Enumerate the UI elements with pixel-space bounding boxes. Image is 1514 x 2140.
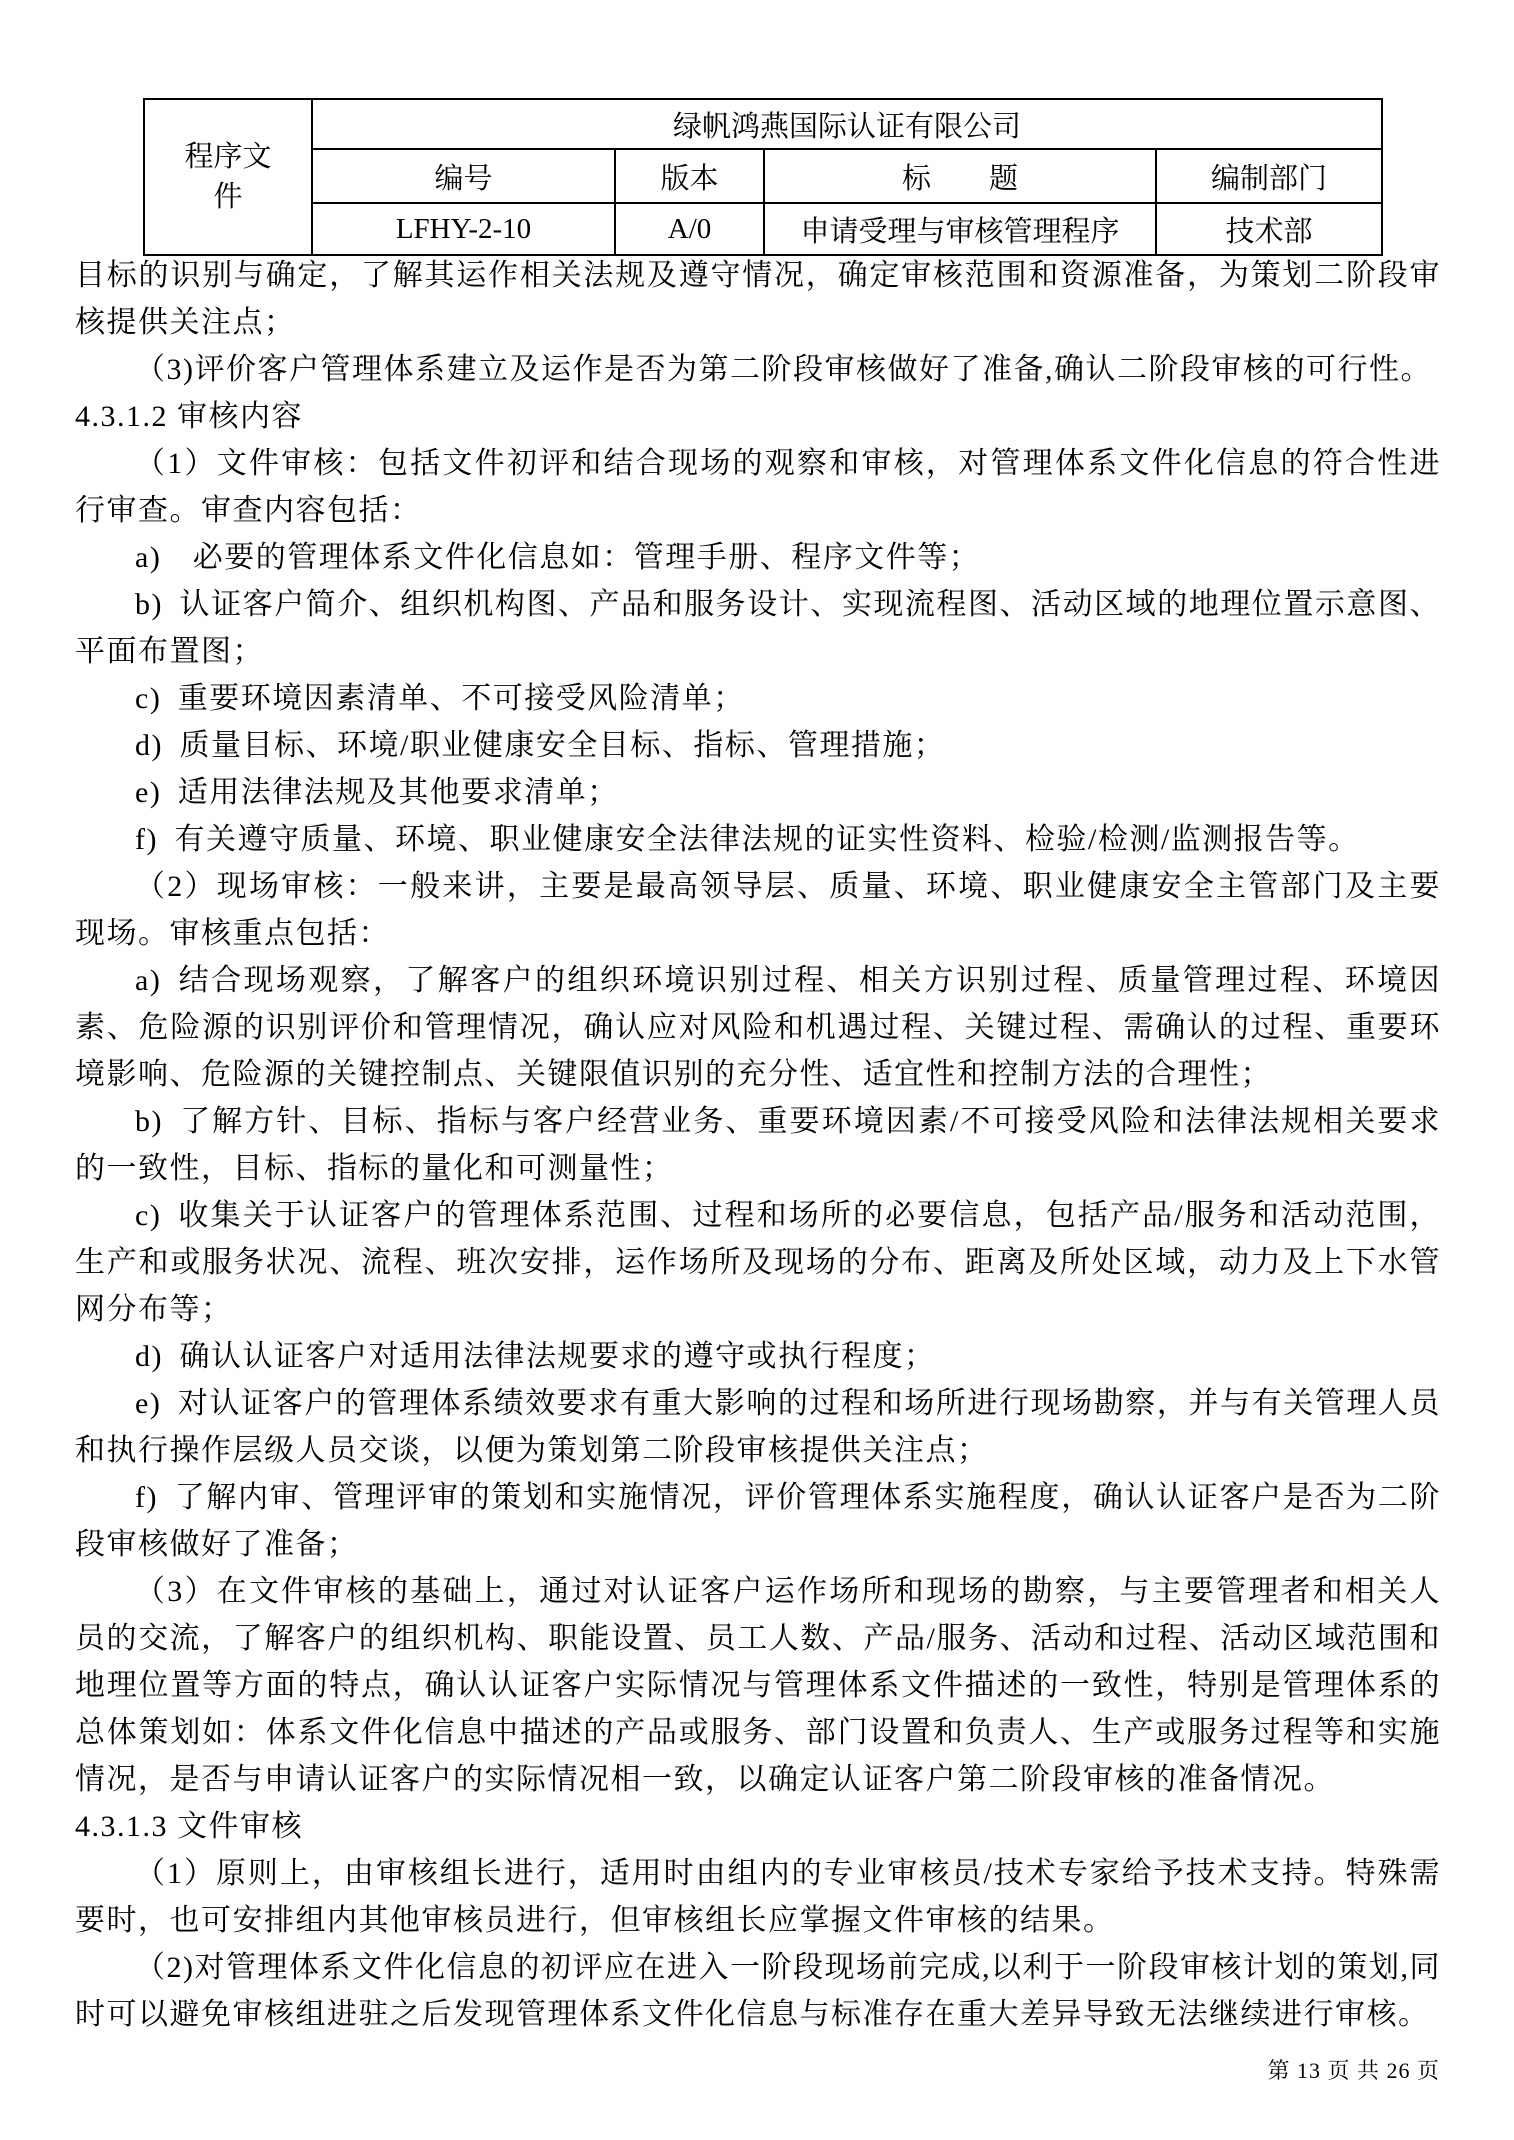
list-item: d) 质量目标、环境/职业健康安全目标、指标、管理措施； [135, 729, 946, 762]
number-label-cell: 编号 [312, 149, 615, 203]
version-value-cell: A/0 [615, 203, 764, 255]
paragraph: （3）在文件审核的基础上，通过对认证客户运作场所和现场的勘察，与主要管理者和相关人员的交流，了解客户的组织机构、职能设置、员工人数、产品/服务、活动和过程、活动区域范围和地理位置等方面的特点，确认认证客户实际情况与管理体系文件描述的一致性，特别是管理体系的总体策划如：体系文件化信息中描述的产品或服务、部门设置和负责人、生产或服务过程等和实施情况，是否与申请认证客户的实际情况相一致，以确定认证客户第二阶段审核的准备情况。 [75, 1575, 1441, 1796]
list-item: c) 重要环境因素清单、不可接受风险清单； [135, 682, 745, 715]
document-header-table [143, 98, 1383, 256]
list-item: b) 了解方针、目标、指标与客户经营业务、重要环境因素/不可接受风险和法律法规相关要求的一致性，目标、指标的量化和可测量性； [75, 1105, 1441, 1185]
doc-type-cell: 程序文件 [144, 99, 312, 255]
list-item: a) 结合现场观察，了解客户的组织环境识别过程、相关方识别过程、质量管理过程、环境因素、危险源的识别评价和管理情况，确认应对风险和机遇过程、关键过程、需确认的过程、重要环境影响、危险源的关键控制点、关键限值识别的充分性、适宜性和控制方法的合理性； [75, 964, 1441, 1091]
section-heading: 4.3.1.3 文件审核 [75, 1810, 303, 1843]
list-item: a) 必要的管理体系文件化信息如：管理手册、程序文件等； [135, 541, 981, 574]
list-item: c) 收集关于认证客户的管理体系范围、过程和场所的必要信息，包括产品/服务和活动范围，生产和或服务状况、流程、班次安排，运作场所及现场的分布、距离及所处区域，动力及上下水管网分布等； [75, 1199, 1441, 1326]
paragraph: （2)对管理体系文件化信息的初评应在进入一阶段现场前完成,以利于一阶段审核计划的策划,同时可以避免审核组进驻之后发现管理体系文件化信息与标准存在重大差异导致无法继续进行审核。 [75, 1951, 1441, 2031]
version-label-cell: 版本 [615, 149, 764, 203]
dept-value-cell: 技术部 [1156, 203, 1382, 255]
list-item: e) 适用法律法规及其他要求清单； [135, 776, 619, 809]
list-item: f) 了解内审、管理评审的策划和实施情况，评价管理体系实施程度，确认认证客户是否为二阶段审核做好了准备； [75, 1481, 1441, 1561]
list-item: d) 确认认证客户对适用法律法规要求的遵守或执行程度； [135, 1340, 936, 1373]
company-name-cell: 绿帆鸿燕国际认证有限公司 [312, 99, 1382, 149]
title-label-cell: 标 题 [764, 149, 1156, 203]
paragraph: （1）文件审核：包括文件初评和结合现场的观察和审核，对管理体系文件化信息的符合性进行审查。审查内容包括： [75, 447, 1441, 527]
paragraph: （1）原则上，由审核组长进行，适用时由组内的专业审核员/技术专家给予技术支持。特殊需要时，也可安排组内其他审核员进行，但审核组长应掌握文件审核的结果。 [75, 1857, 1441, 1937]
paragraph: （2）现场审核：一般来讲，主要是最高领导层、质量、环境、职业健康安全主管部门及主要现场。审核重点包括： [75, 870, 1441, 950]
number-value-cell: LFHY-2-10 [312, 203, 615, 255]
title-value-cell: 申请受理与审核管理程序 [764, 203, 1156, 255]
section-heading: 4.3.1.2 审核内容 [75, 400, 303, 433]
list-item: f) 有关遵守质量、环境、职业健康安全法律法规的证实性资料、检验/检测/监测报告等。 [135, 823, 1360, 856]
paragraph: （3)评价客户管理体系建立及运作是否为第二阶段审核做好了准备,确认二阶段审核的可行性。 [135, 353, 1432, 386]
page-number: 第 13 页 共 26 页 [1267, 2058, 1440, 2083]
document-body [75, 252, 1441, 2038]
list-item: b) 认证客户简介、组织机构图、产品和服务设计、实现流程图、活动区域的地理位置示意图、平面布置图； [75, 588, 1441, 668]
list-item: e) 对认证客户的管理体系绩效要求有重大影响的过程和场所进行现场勘察，并与有关管理人员和执行操作层级人员交谈，以便为策划第二阶段审核提供关注点； [75, 1387, 1441, 1467]
paragraph: 目标的识别与确定，了解其运作相关法规及遵守情况，确定审核范围和资源准备，为策划二阶段审核提供关注点； [75, 259, 1441, 339]
dept-label-cell: 编制部门 [1156, 149, 1382, 203]
